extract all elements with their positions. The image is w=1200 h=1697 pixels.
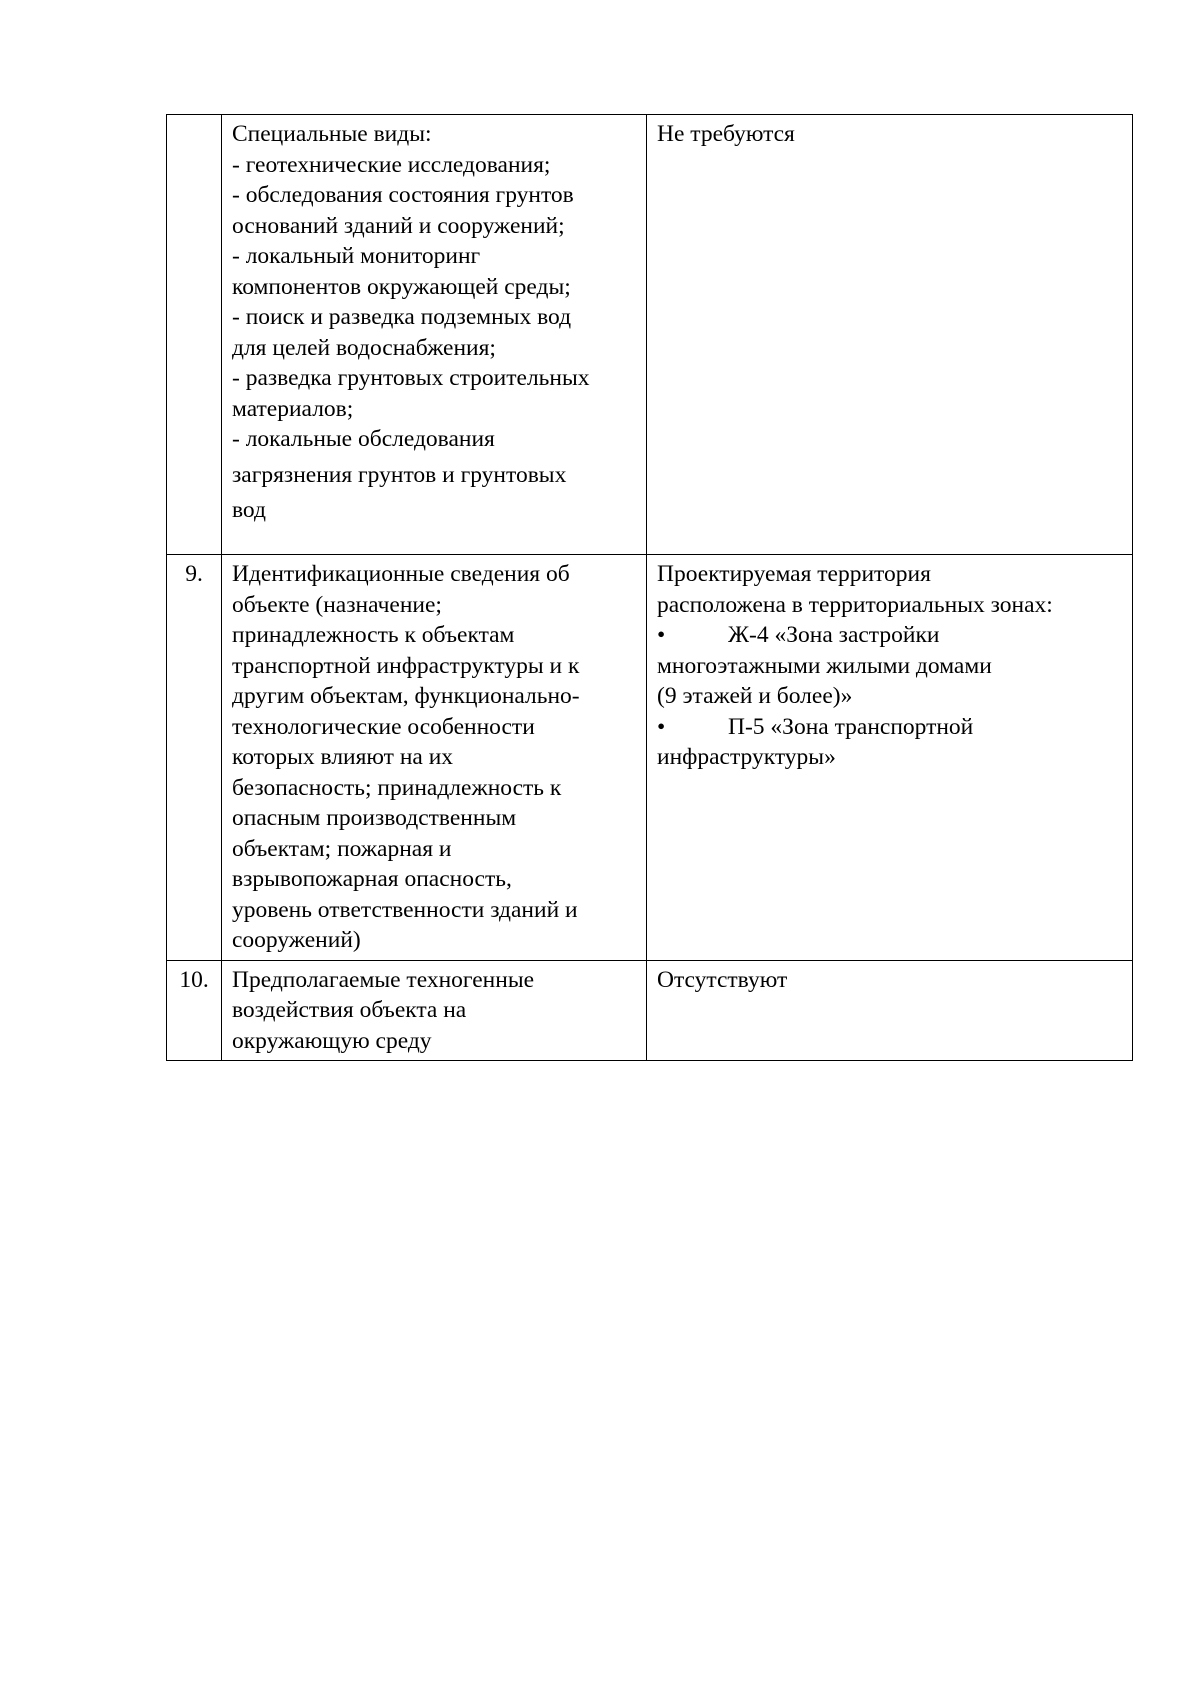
- row-value: Не требуются: [647, 115, 1133, 555]
- description-line: - обследования состояния грунтов: [232, 182, 574, 208]
- row-value: Отсутствуют: [647, 960, 1133, 1061]
- description-line: объекте (назначение;: [232, 591, 442, 618]
- description-line: компонентов окружающей среды;: [232, 273, 571, 300]
- description-line: - поиск и разведка подземных вод: [232, 304, 572, 330]
- row-description: [222, 555, 647, 961]
- table-row: [167, 555, 1133, 961]
- description-line: Специальные виды:: [232, 121, 432, 147]
- zone-line: Ж-4 «Зона застройки: [728, 622, 940, 648]
- description-line: для целей водоснабжения;: [232, 334, 496, 361]
- description-line: воздействия объекта на: [232, 997, 467, 1023]
- description-line: которых влияют на их: [232, 744, 454, 770]
- description-line: принадлежность к объектам: [232, 622, 515, 648]
- description-line: - локальный мониторинг: [232, 243, 481, 269]
- description-line: сооружений): [232, 927, 361, 953]
- description-line: загрязнения грунтов и грунтовых: [232, 461, 567, 488]
- row-description: [222, 960, 647, 1061]
- description-line: объектам; пожарная и: [232, 835, 452, 862]
- row-value: [647, 555, 1133, 961]
- description-line: транспортной инфраструктуры и к: [232, 652, 580, 679]
- zone-line: П-5 «Зона транспортной: [728, 713, 974, 740]
- description-line: Идентификационные сведения об: [232, 561, 570, 587]
- description-line: - разведка грунтовых строительных: [232, 365, 590, 391]
- row-number: 9.: [167, 555, 222, 961]
- description-line: опасным производственным: [232, 805, 517, 831]
- requirements-table: [166, 114, 1133, 1061]
- zone-line: (9 этажей и более)»: [657, 683, 853, 709]
- table-row: [167, 115, 1133, 555]
- zone-line: многоэтажными жилыми домами: [657, 652, 992, 679]
- value-line: Проектируемая территория: [657, 561, 931, 587]
- description-line: вод: [232, 497, 266, 523]
- description-line: материалов;: [232, 395, 354, 422]
- description-line: - геотехнические исследования;: [232, 151, 551, 178]
- description-line: Предполагаемые техногенные: [232, 966, 535, 993]
- description-line: оснований зданий и сооружений;: [232, 212, 565, 239]
- description-line: - локальные обследования: [232, 426, 495, 452]
- value-line: расположена в территориальных зонах:: [657, 591, 1053, 618]
- zone-item: [657, 712, 1122, 743]
- description-line: уровень ответственности зданий и: [232, 896, 578, 923]
- row-number: 10.: [167, 960, 222, 1061]
- description-line: другим объектам, функционально-: [232, 683, 580, 709]
- row-description: [222, 115, 647, 555]
- description-line: взрывопожарная опасность,: [232, 866, 512, 892]
- table-row: [167, 960, 1133, 1061]
- zone-line: инфраструктуры»: [657, 744, 836, 770]
- description-line: технологические особенности: [232, 713, 535, 740]
- bullet-icon: •: [657, 713, 666, 740]
- bullet-icon: •: [657, 622, 666, 648]
- description-line: безопасность; принадлежность к: [232, 774, 562, 801]
- row-number: [167, 115, 222, 555]
- zone-item: [657, 620, 1122, 651]
- description-line: окружающую среду: [232, 1027, 432, 1054]
